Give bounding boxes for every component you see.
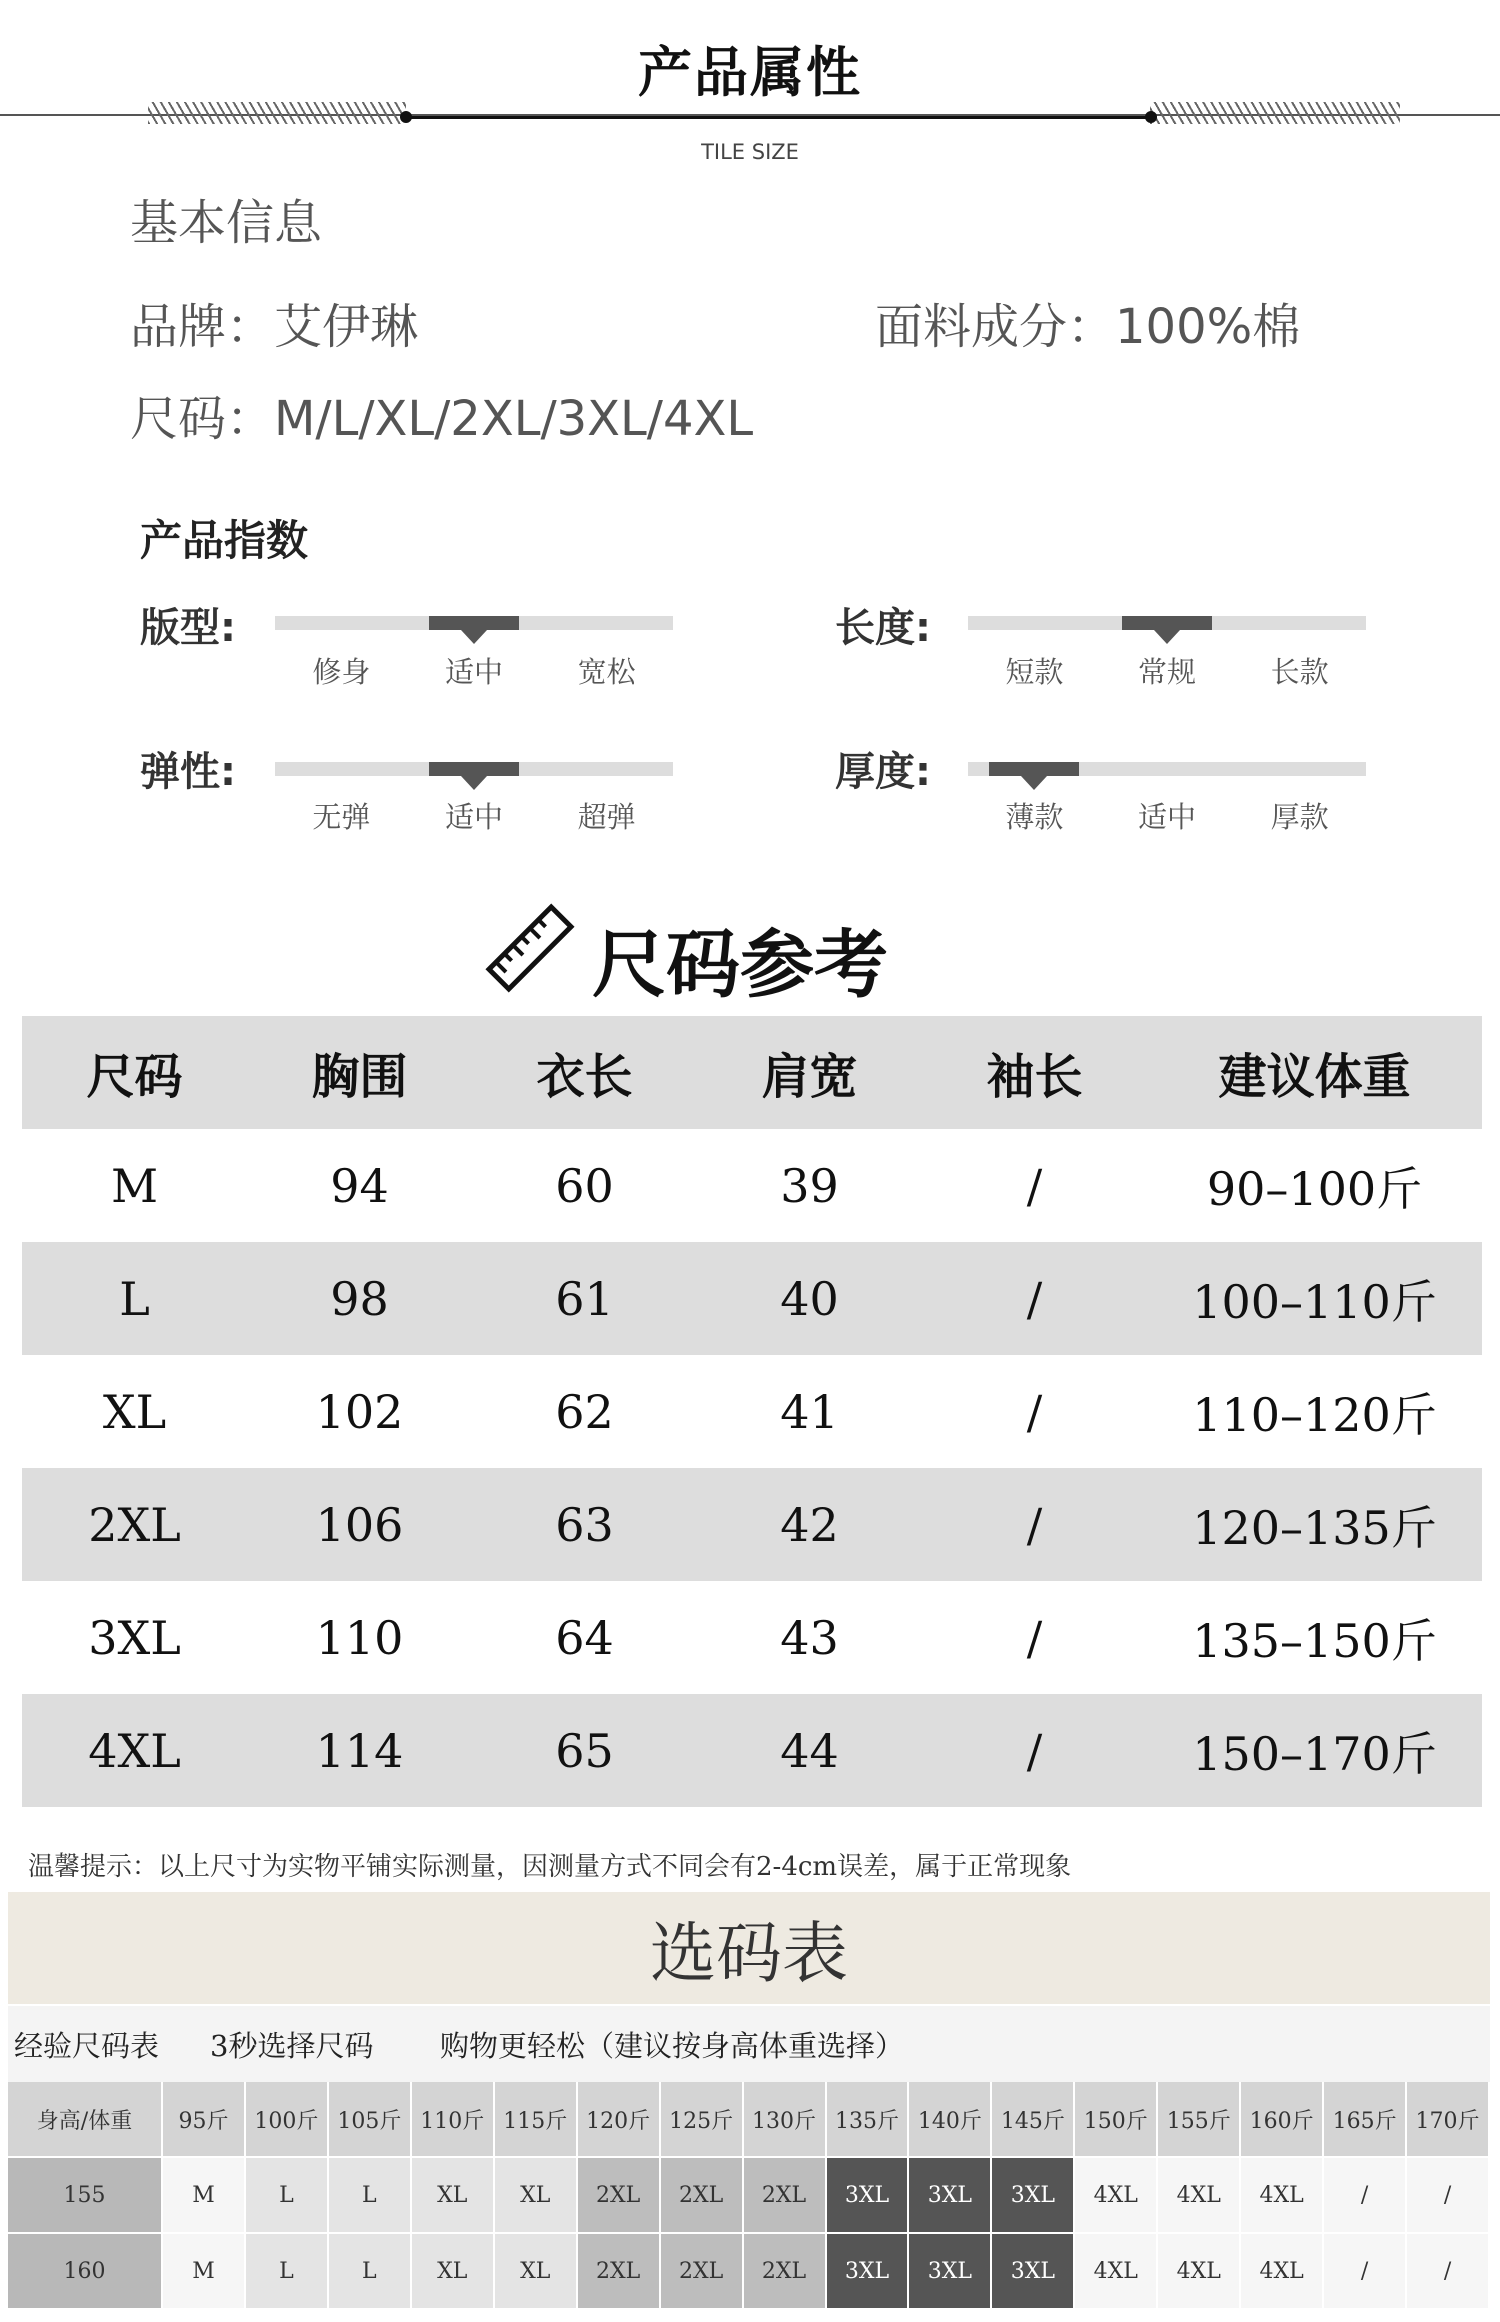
table-cell: 胸围 <box>311 1049 408 1105</box>
title-bar <box>405 116 1151 119</box>
picker-size-cell: / <box>1324 2158 1407 2234</box>
picker-title: 选码表 <box>650 1915 848 1992</box>
picker-row <box>8 2234 1490 2310</box>
picker-size-cell: 4XL <box>1158 2234 1241 2310</box>
index-marker-pointer <box>1021 776 1047 790</box>
picker-size-cell: 3XL <box>992 2234 1075 2310</box>
table-cell: 2XL <box>88 1497 181 1552</box>
fabric-info: 面料成分：100%棉 <box>875 299 1301 355</box>
table-cell: 135–150斤 <box>1192 1613 1437 1668</box>
title-subtitle: TILE SIZE <box>701 140 799 164</box>
index-marker <box>429 762 519 776</box>
picker-weight-header: 125斤 <box>661 2082 744 2158</box>
table-cell: 4XL <box>88 1723 181 1778</box>
index-marker <box>1122 616 1212 630</box>
picker-size-cell: 4XL <box>1241 2234 1324 2310</box>
index-tick-label: 厚款 <box>1270 800 1329 834</box>
picker-corner: 身高/体重 <box>8 2082 163 2158</box>
index-tick-label: 薄款 <box>1005 800 1064 834</box>
picker-size-cell: 4XL <box>1075 2234 1158 2310</box>
picker-size-cell: XL <box>495 2158 578 2234</box>
picker-weight-header: 160斤 <box>1241 2082 1324 2158</box>
picker-height-cell: 160 <box>8 2234 163 2310</box>
picker-size-cell: / <box>1407 2158 1490 2234</box>
index-tick-label: 适中 <box>444 800 503 834</box>
index-tick-label: 宽松 <box>577 655 636 689</box>
table-cell: 64 <box>555 1610 614 1665</box>
picker-weight-header: 155斤 <box>1158 2082 1241 2158</box>
table-cell: 65 <box>555 1723 614 1778</box>
table-cell: XL <box>102 1384 167 1439</box>
picker-size-cell: M <box>163 2234 246 2310</box>
table-cell: 114 <box>315 1723 404 1778</box>
picker-size-cell: / <box>1407 2234 1490 2310</box>
index-marker-pointer <box>1154 630 1180 644</box>
picker-size-cell: 2XL <box>578 2158 661 2234</box>
picker-weight-header: 135斤 <box>827 2082 910 2158</box>
picker-weight-header: 115斤 <box>495 2082 578 2158</box>
brand-info: 品牌：艾伊琳 <box>130 299 419 355</box>
table-header-row <box>22 1016 1482 1129</box>
size-ref-title: 尺码参考 <box>592 922 888 1008</box>
index-tick-label: 常规 <box>1137 655 1196 689</box>
table-row <box>22 1242 1482 1355</box>
table-cell: 110 <box>315 1610 404 1665</box>
picker-weight-header: 100斤 <box>246 2082 329 2158</box>
bar-dot-left <box>400 111 412 123</box>
table-cell: / <box>1026 1497 1043 1552</box>
picker-desc-2: 3秒选择尺码 <box>210 2029 374 2063</box>
picker-size-cell: 2XL <box>661 2234 744 2310</box>
picker-weight-header: 120斤 <box>578 2082 661 2158</box>
bar-dot-right <box>1145 111 1157 123</box>
index-tick-label: 短款 <box>1005 655 1064 689</box>
table-cell: / <box>1026 1610 1043 1665</box>
basic-info-heading: 基本信息 <box>130 195 323 251</box>
table-cell: L <box>119 1271 150 1326</box>
picker-size-cell: 3XL <box>909 2158 992 2234</box>
table-cell: / <box>1026 1384 1043 1439</box>
table-cell: / <box>1026 1723 1043 1778</box>
picker-weight-header: 105斤 <box>329 2082 412 2158</box>
table-cell: 袖长 <box>986 1049 1083 1105</box>
ruler-icon <box>482 900 578 1000</box>
table-cell: 43 <box>780 1610 839 1665</box>
table-cell: 90–100斤 <box>1206 1161 1423 1216</box>
table-cell: 100–110斤 <box>1192 1274 1437 1329</box>
picker-size-cell: L <box>246 2234 329 2310</box>
table-cell: 120–135斤 <box>1192 1500 1437 1555</box>
picker-size-cell: M <box>163 2158 246 2234</box>
picker-weight-header: 95斤 <box>163 2082 246 2158</box>
picker-size-cell: 3XL <box>827 2158 910 2234</box>
table-cell: / <box>1026 1271 1043 1326</box>
table-cell: 39 <box>780 1158 839 1213</box>
table-cell: 41 <box>780 1384 839 1439</box>
picker-weight-header: 145斤 <box>992 2082 1075 2158</box>
table-cell: / <box>1026 1158 1043 1213</box>
table-cell: 肩宽 <box>761 1049 858 1105</box>
index-marker <box>429 616 519 630</box>
table-row <box>22 1581 1482 1694</box>
picker-weight-header: 170斤 <box>1407 2082 1490 2158</box>
picker-weight-header: 150斤 <box>1075 2082 1158 2158</box>
picker-size-cell: / <box>1324 2234 1407 2310</box>
index-marker <box>989 762 1079 776</box>
table-cell: 42 <box>780 1497 839 1552</box>
picker-size-cell: 3XL <box>992 2158 1075 2234</box>
picker-height-cell: 155 <box>8 2158 163 2234</box>
picker-size-cell: 2XL <box>744 2234 827 2310</box>
size-info: 尺码：M/L/XL/2XL/3XL/4XL <box>130 391 754 447</box>
picker-size-cell: 4XL <box>1241 2158 1324 2234</box>
picker-size-cell: 3XL <box>909 2234 992 2310</box>
table-cell: 建议体重 <box>1218 1049 1411 1105</box>
index-tick-label: 超弹 <box>577 800 636 834</box>
picker-size-cell: XL <box>412 2234 495 2310</box>
measurement-note: 温馨提示：以上尺寸为实物平铺实际测量，因测量方式不同会有2-4cm误差，属于正常现象 <box>28 1852 1072 1882</box>
picker-weight-header: 140斤 <box>909 2082 992 2158</box>
picker-size-cell: XL <box>412 2158 495 2234</box>
picker-grid <box>8 2082 1490 2310</box>
table-cell: 94 <box>330 1158 389 1213</box>
table-cell: 44 <box>780 1723 839 1778</box>
index-tick-label: 适中 <box>444 655 503 689</box>
picker-size-cell: L <box>329 2158 412 2234</box>
table-row <box>22 1694 1482 1807</box>
index-tick-label: 长款 <box>1270 655 1329 689</box>
index-tick-label: 修身 <box>312 655 371 689</box>
table-cell: 62 <box>555 1384 614 1439</box>
table-row <box>22 1129 1482 1242</box>
picker-size-cell: 3XL <box>827 2234 910 2310</box>
picker-size-cell: 2XL <box>744 2158 827 2234</box>
index-label: 厚度: <box>835 749 931 795</box>
hatch-decoration-left <box>148 102 406 124</box>
table-cell: 3XL <box>88 1610 181 1665</box>
hatch-decoration-right <box>1150 102 1400 124</box>
table-cell: 40 <box>780 1271 839 1326</box>
index-label: 版型: <box>140 605 236 651</box>
table-cell: 106 <box>315 1497 404 1552</box>
picker-desc-3: 购物更轻松（建议按身高体重选择） <box>440 2029 905 2063</box>
index-marker-pointer <box>461 776 487 790</box>
picker-size-cell: 2XL <box>661 2158 744 2234</box>
picker-row <box>8 2158 1490 2234</box>
table-cell: 61 <box>555 1271 614 1326</box>
size-table <box>22 1016 1482 1807</box>
table-cell: M <box>110 1158 159 1213</box>
picker-size-cell: L <box>246 2158 329 2234</box>
table-cell: 63 <box>555 1497 614 1552</box>
table-cell: 尺码 <box>86 1049 183 1105</box>
page-title: 产品属性 <box>638 41 862 104</box>
table-cell: 60 <box>555 1158 614 1213</box>
picker-weight-header: 165斤 <box>1324 2082 1407 2158</box>
index-label: 弹性: <box>140 749 236 795</box>
picker-size-cell: L <box>329 2234 412 2310</box>
table-cell: 衣长 <box>536 1049 633 1105</box>
picker-size-cell: XL <box>495 2234 578 2310</box>
index-label: 长度: <box>835 605 931 651</box>
table-cell: 110–120斤 <box>1192 1387 1437 1442</box>
picker-weight-header: 130斤 <box>744 2082 827 2158</box>
table-row <box>22 1468 1482 1581</box>
picker-desc-1: 经验尺码表 <box>14 2029 160 2063</box>
index-tick-label: 适中 <box>1137 800 1196 834</box>
picker-size-cell: 2XL <box>578 2234 661 2310</box>
index-heading: 产品指数 <box>140 516 309 565</box>
picker-weight-header: 110斤 <box>412 2082 495 2158</box>
table-cell: 102 <box>315 1384 404 1439</box>
picker-header-row <box>8 2082 1490 2158</box>
table-cell: 150–170斤 <box>1192 1726 1437 1781</box>
index-tick-label: 无弹 <box>312 800 371 834</box>
picker-size-cell: 4XL <box>1158 2158 1241 2234</box>
picker-size-cell: 4XL <box>1075 2158 1158 2234</box>
table-cell: 98 <box>330 1271 389 1326</box>
table-row <box>22 1355 1482 1468</box>
index-marker-pointer <box>461 630 487 644</box>
